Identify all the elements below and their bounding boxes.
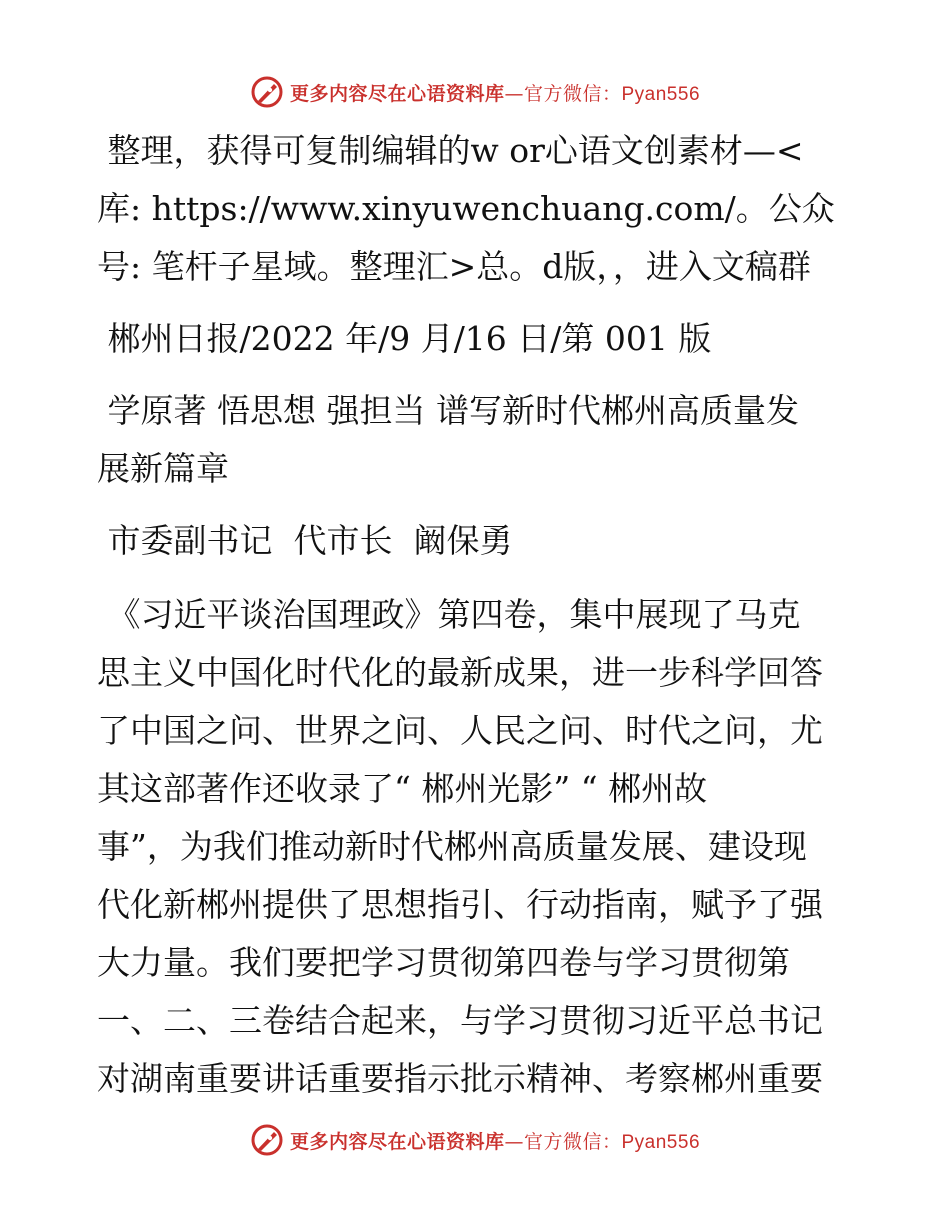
text-line: 其这部著作还收录了“ 郴州光影” “ 郴州故 xyxy=(97,769,708,808)
intro-paragraph xyxy=(97,122,857,296)
text-line: 代化新郴州提供了思想指引、行动指南，赋予了强 xyxy=(97,885,823,924)
watermark-dash: — xyxy=(504,82,524,105)
watermark-main: 更多内容尽在心语资料库 xyxy=(289,82,505,105)
text-line: 展新篇章 xyxy=(97,449,229,488)
text-line: 事”，为我们推动新时代郴州高质量发展、建设现 xyxy=(97,827,807,866)
watermark-id: Pyan556 xyxy=(621,1131,701,1153)
quill-logo-icon xyxy=(250,1123,284,1157)
source-line xyxy=(97,310,857,368)
text-line: 整理，获得可复制编辑的w or心语文创素材—< xyxy=(97,131,804,170)
quill-logo-icon xyxy=(250,75,284,109)
watermark-wechat: 官方微信： xyxy=(523,1130,622,1153)
text-line: 《习近平谈治国理政》第四卷，集中展现了马克 xyxy=(97,595,801,634)
watermark-wechat: 官方微信： xyxy=(523,82,622,105)
text-line: 思主义中国化时代化的最新成果，进一步科学回答 xyxy=(97,653,823,692)
text-line: 对湖南重要讲话重要指示批示精神、考察郴州重要 xyxy=(97,1059,823,1098)
body-paragraph xyxy=(97,586,857,1108)
text-line: 郴州日报/2022 年/9 月/16 日/第 001 版 xyxy=(97,319,712,358)
watermark-banner-top xyxy=(0,72,950,112)
watermark-dash: — xyxy=(504,1130,524,1153)
text-line: 库: https://www.xinyuwenchuang.com/。公众 xyxy=(97,189,835,228)
watermark-main: 更多内容尽在心语资料库 xyxy=(289,1130,505,1153)
watermark-banner-bottom xyxy=(0,1120,950,1160)
watermark-id: Pyan556 xyxy=(621,83,701,105)
watermark-text xyxy=(290,79,700,106)
text-line: 号: 笔杆子星域。整理汇>总。d版，，进入文稿群 xyxy=(97,247,811,286)
text-line: 学原著 悟思想 强担当 谱写新时代郴州高质量发 xyxy=(97,391,799,430)
article-title xyxy=(97,382,857,498)
text-line: 一、二、三卷结合起来，与学习贯彻习近平总书记 xyxy=(97,1001,823,1040)
text-line: 大力量。我们要把学习贯彻第四卷与学习贯彻第 xyxy=(97,943,790,982)
text-line: 市委副书记 代市长 阚保勇 xyxy=(97,521,513,560)
document-body xyxy=(97,122,857,1108)
text-line: 了中国之问、世界之问、人民之问、时代之问，尤 xyxy=(97,711,823,750)
watermark-text xyxy=(290,1127,700,1154)
author-line xyxy=(97,512,857,570)
